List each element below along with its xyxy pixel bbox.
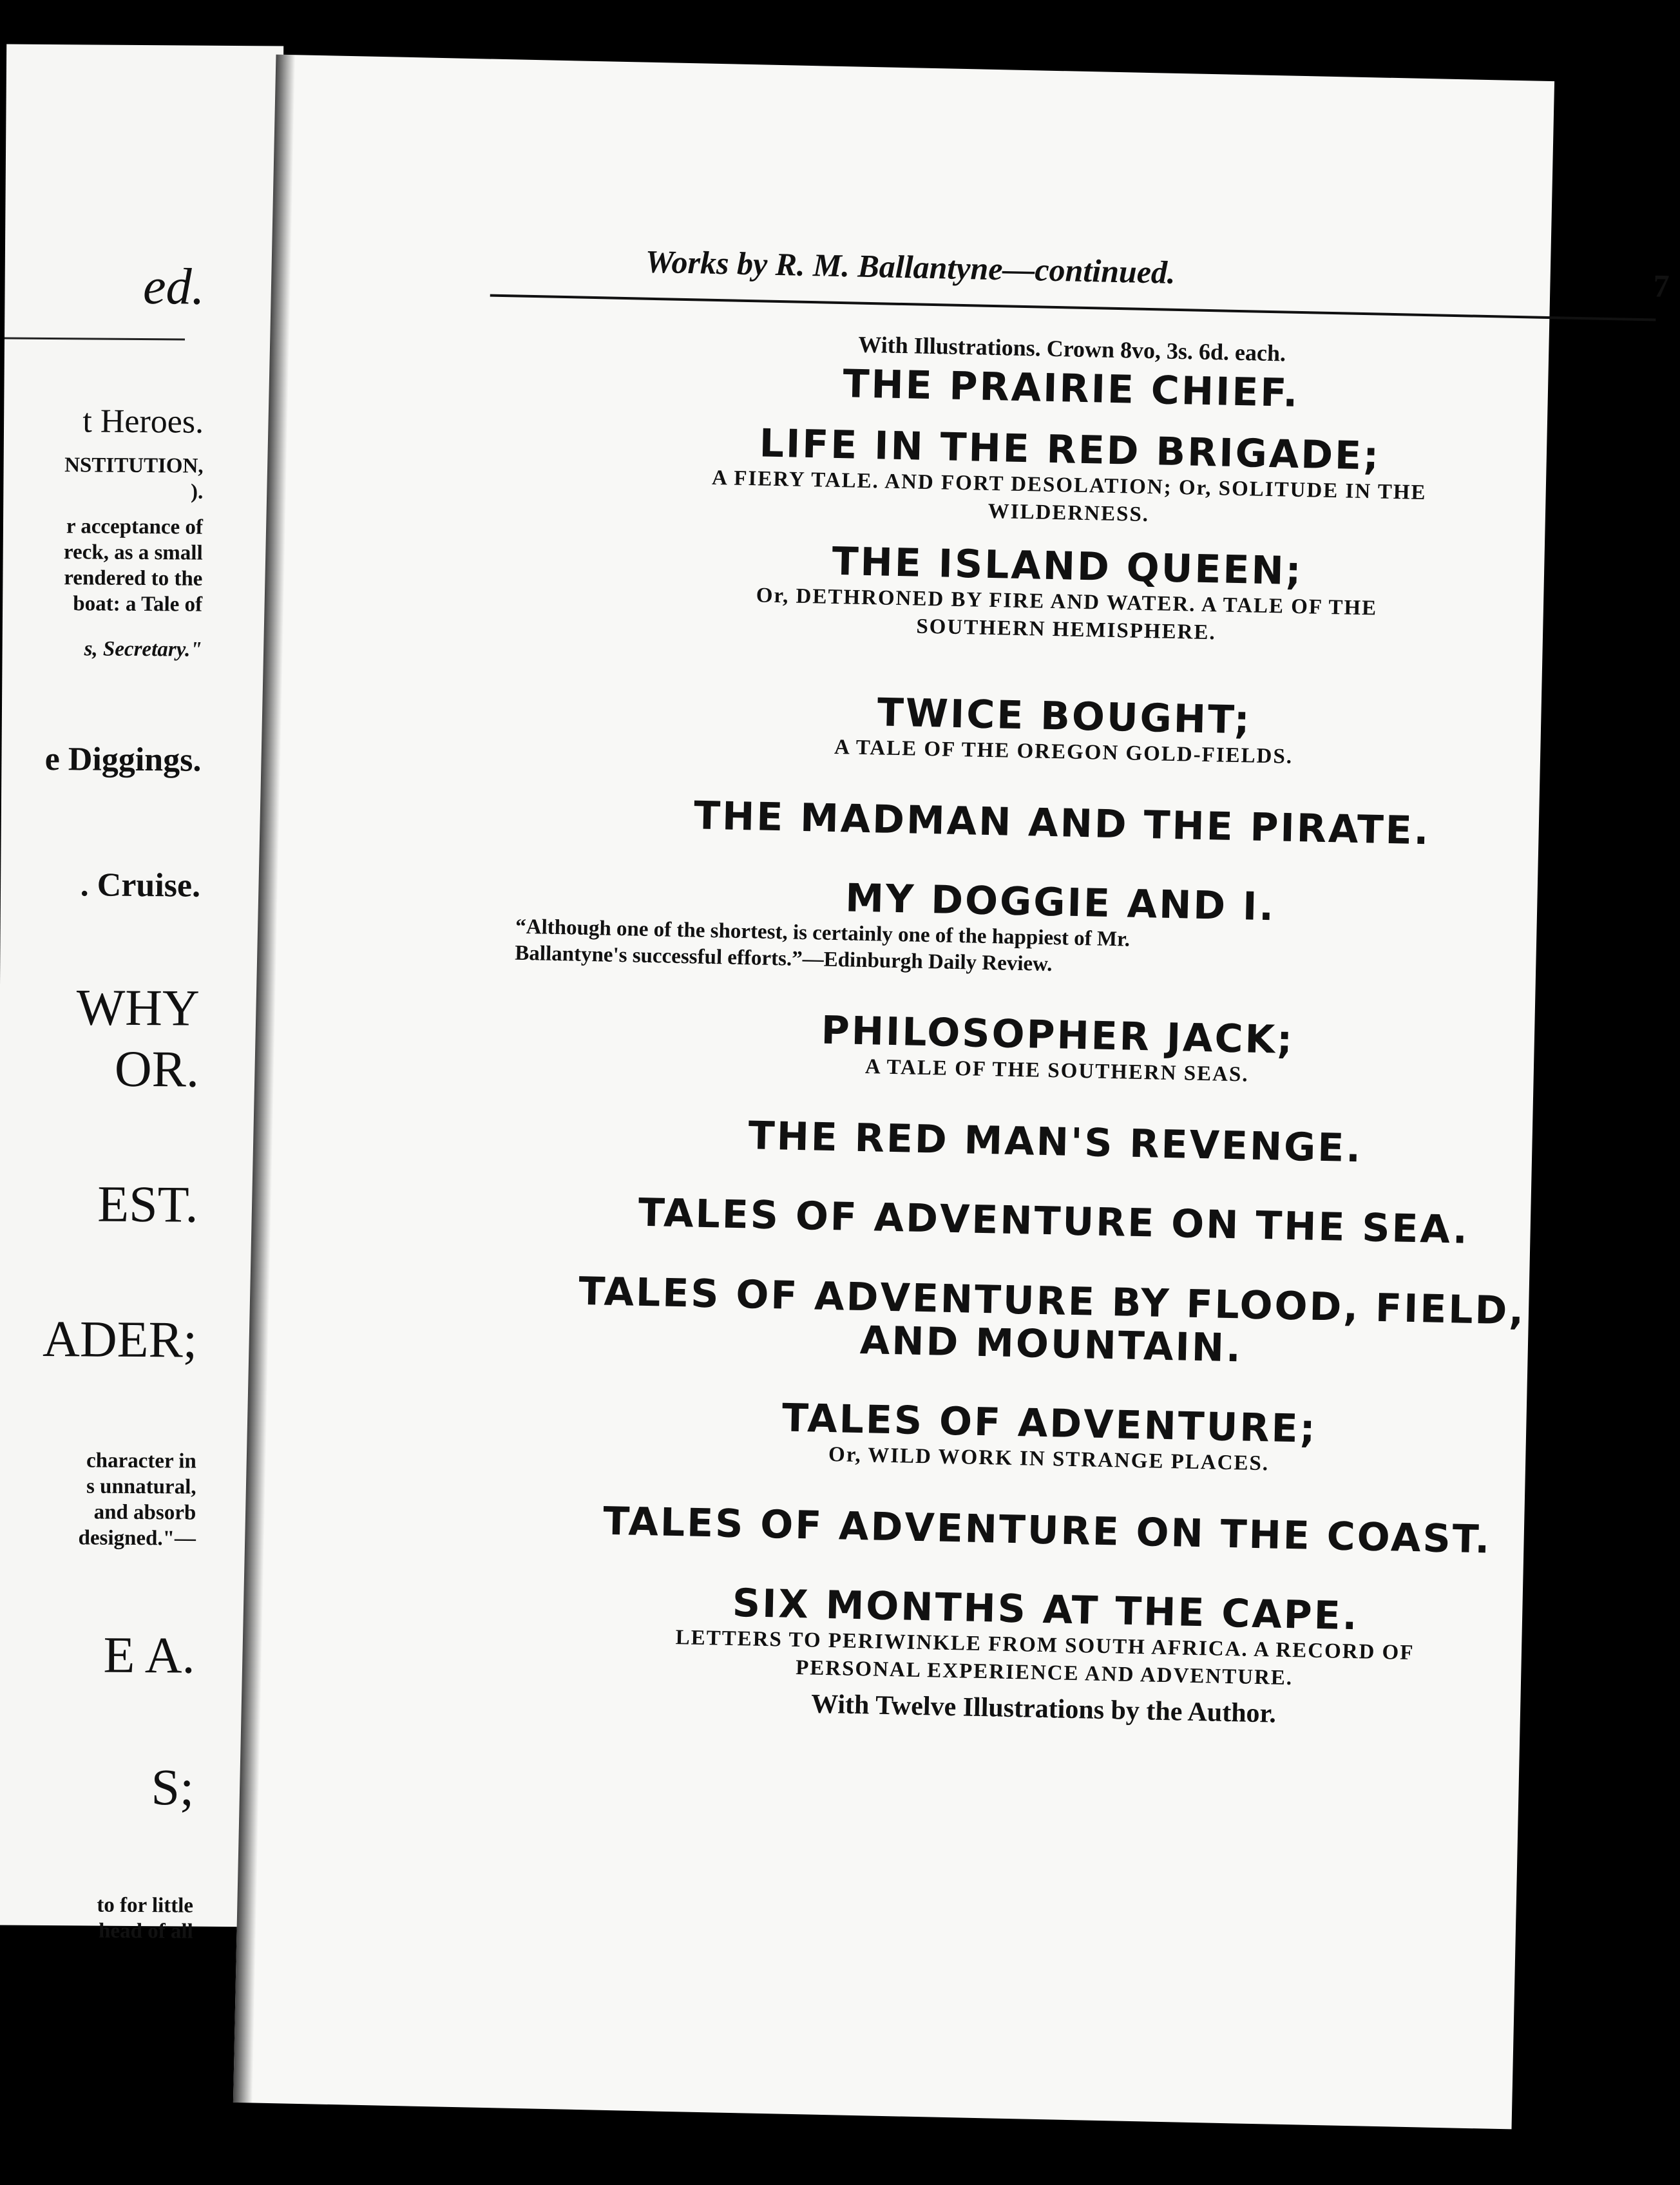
left-line: to for little <box>97 1893 194 1918</box>
left-line: ADER; <box>42 1310 198 1369</box>
running-header <box>477 239 1676 303</box>
book-title: TWICE BOUGHT; <box>877 690 1252 743</box>
book-subtitle: SOUTHERN HEMISPHERE. <box>916 615 1217 645</box>
left-line: s unnatural, <box>86 1474 196 1499</box>
book-subtitle: Or, WILD WORK IN STRANGE PLACES. <box>828 1443 1270 1476</box>
left-line: ). <box>190 480 204 504</box>
book-title: SIX MONTHS AT THE CAPE. <box>732 1581 1360 1639</box>
edition-note: With Illustrations. Crown 8vo, 3s. 6d. each. <box>857 331 1286 367</box>
book-subtitle: PERSONAL EXPERIENCE AND ADVENTURE. <box>795 1656 1293 1690</box>
left-line: s, Secretary." <box>84 637 202 662</box>
left-line: character in <box>86 1449 196 1473</box>
left-line: rendered to the <box>64 566 203 591</box>
book-title: PHILOSOPHER JACK; <box>821 1007 1295 1064</box>
book-title: LIFE IN THE RED BRIGADE; <box>759 421 1381 479</box>
book-title: TALES OF ADVENTURE ON THE COAST. <box>602 1498 1493 1563</box>
left-facing-page <box>0 44 283 1943</box>
left-line: head of all <box>98 1919 193 1943</box>
book-subtitle: WILDERNESS. <box>988 500 1150 527</box>
book-title: TALES OF ADVENTURE BY FLOOD, FIELD, <box>578 1268 1526 1334</box>
left-line: OR. <box>114 1040 200 1098</box>
review-quote: “Although one of the shortest, is certainly one of the happiest of Mr. <box>515 915 1131 951</box>
left-line: and absorb <box>93 1500 196 1525</box>
book-title: THE MADMAN AND THE PIRATE. <box>693 793 1431 854</box>
left-line: NSTITUTION, <box>64 453 204 478</box>
left-line: S; <box>151 1759 195 1817</box>
left-line: r acceptance of <box>66 515 204 539</box>
book-subtitle: A FIERY TALE. AND FORT DESOLATION; Or, SOLITUDE IN THE <box>711 466 1427 505</box>
book-title: THE ISLAND QUEEN; <box>831 539 1304 595</box>
left-line: ed. <box>142 258 205 316</box>
review-quote: Ballantyne's successful efforts.”—Edinburgh Daily Review. <box>515 941 1053 976</box>
book-title: THE PRAIRIE CHIEF. <box>842 361 1301 416</box>
left-line: designed."— <box>78 1526 196 1550</box>
left-line: boat: a Tale of <box>73 592 203 616</box>
left-line: t Heroes. <box>82 403 204 441</box>
book-subtitle: A TALE OF THE SOUTHERN SEAS. <box>864 1055 1249 1087</box>
book-title: MY DOGGIE AND I. <box>845 875 1276 930</box>
page-number: 7 <box>1652 267 1670 304</box>
closing-note: With Twelve Illustrations by the Author. <box>810 1689 1277 1729</box>
left-line: e Diggings. <box>44 740 202 779</box>
book-title-continued: AND MOUNTAIN. <box>859 1317 1243 1371</box>
book-title: TALES OF ADVENTURE ON THE SEA. <box>638 1190 1470 1254</box>
left-line: E A. <box>103 1627 196 1684</box>
left-line: WHY <box>76 979 200 1037</box>
left-line: reck, as a small <box>63 540 203 565</box>
book-title: THE RED MAN'S REVENGE. <box>747 1113 1363 1172</box>
book-list <box>461 317 1656 1737</box>
book-subtitle: A TALE OF THE OREGON GOLD-FIELDS. <box>834 736 1293 769</box>
left-line: EST. <box>97 1176 198 1234</box>
right-page <box>233 55 1670 2130</box>
book-subtitle: Or, DETHRONED BY FIRE AND WATER. A TALE OF THE <box>756 584 1378 620</box>
book-subtitle: LETTERS TO PERIWINKLE FROM SOUTH AFRICA. A RECORD OF <box>675 1626 1415 1665</box>
running-title: Works by R. M. Ballantyne—continued. <box>645 243 1176 291</box>
left-page-rule <box>5 338 185 341</box>
left-line: . Cruise. <box>80 866 201 904</box>
book-title: TALES OF ADVENTURE; <box>781 1395 1318 1452</box>
